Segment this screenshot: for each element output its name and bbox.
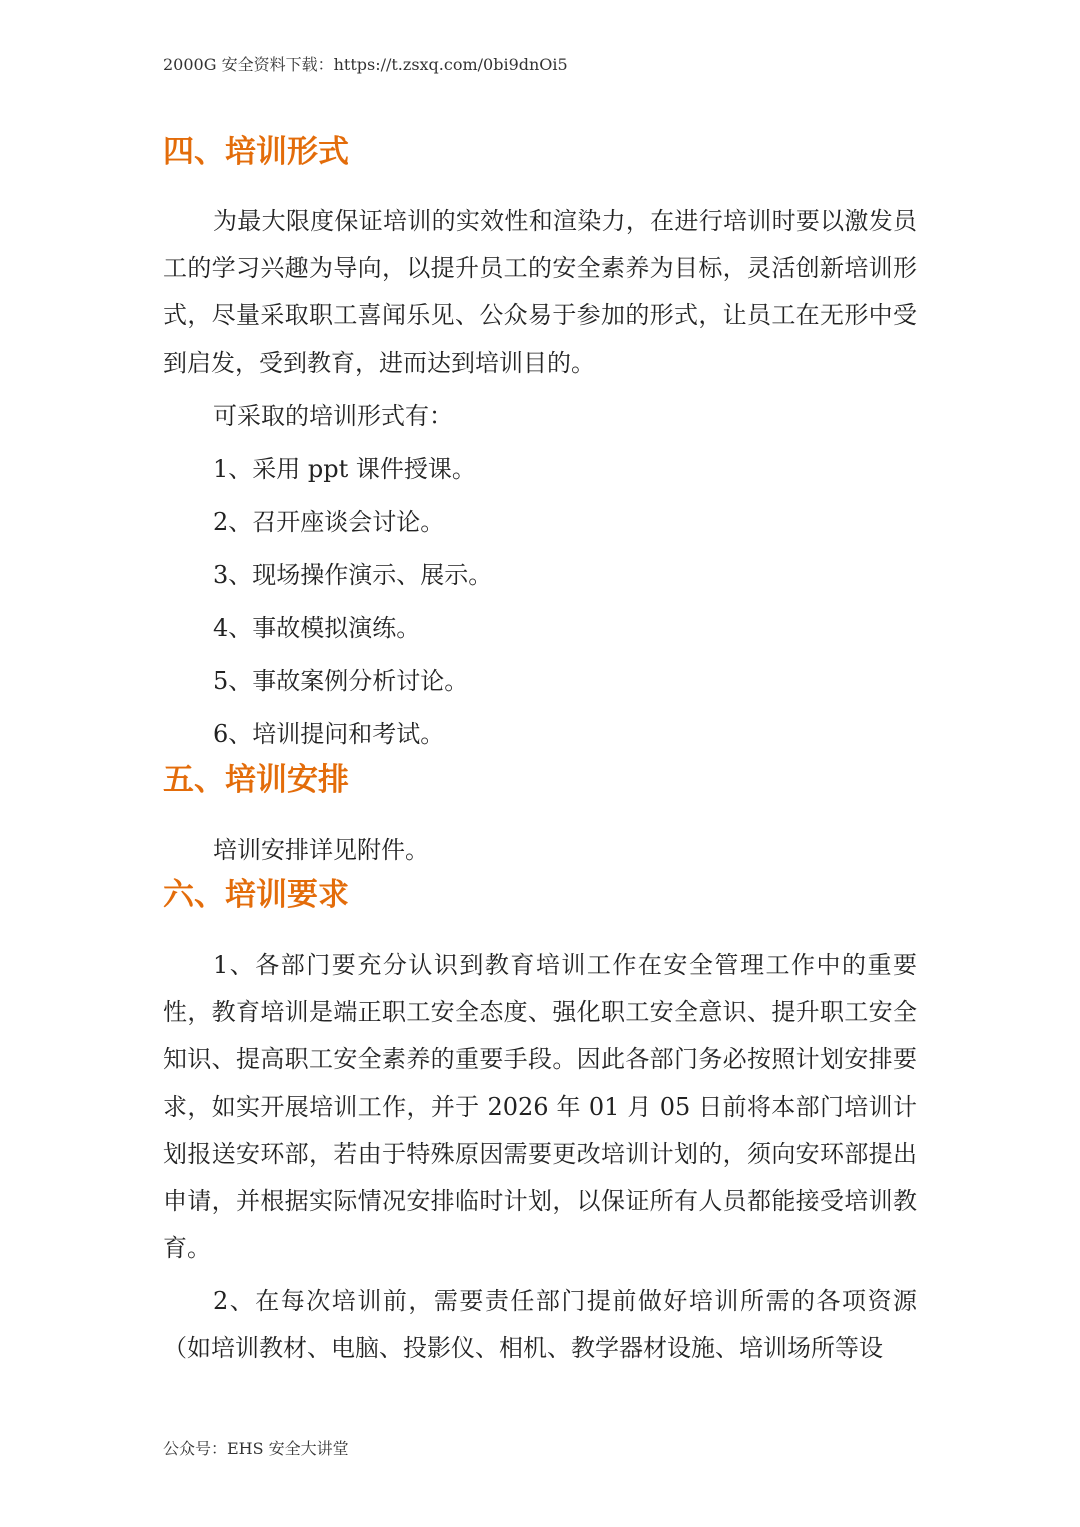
training-forms-intro-paragraph: 为最大限度保证培训的实效性和渲染力，在进行培训时要以激发员工的学习兴趣为导向，以提升员工的安全素养为目标，灵活创新培训形式，尽量采取职工喜闻乐见、公众易于参加的形式，让员工在无形中受到启发，受到教育，进而达到培训目的。 (163, 207, 917, 377)
training-requirement-2: 2、在每次培训前，需要责任部门提前做好培训所需的各项资源（如培训教材、电脑、投影仪、相机、教学器材设施、培训场所等设 (163, 1287, 917, 1363)
training-form-item: 4、事故模拟演练。 (213, 614, 421, 642)
footer-account-note: 公众号：EHS 安全大讲堂 (163, 1439, 349, 1458)
section-heading-training-requirements: 六、培训要求 (163, 877, 349, 913)
training-form-item: 1、采用 ppt 课件授课。 (213, 455, 476, 483)
training-requirement-1: 1、各部门要充分认识到教育培训工作在安全管理工作中的重要性，教育培训是端正职工安全态度、强化职工安全意识、提升职工安全知识、提高职工安全素养的重要手段。因此各部门务必按照计划安排要求，如实开展培训工作，并于 2026 年 01 月 05 日前将本部门培训计划报送安环部，若由于特殊原因需要更改培训计划的，须向安环部提出申请，并根据实际情况安排临时计划，以保证所有人员都能接受培训教育。 (163, 951, 917, 1263)
section-heading-training-arrangement: 五、培训安排 (163, 762, 349, 798)
section-heading-training-forms: 四、培训形式 (163, 134, 349, 170)
training-forms-list-intro: 可采取的培训形式有： (213, 402, 453, 430)
download-note: 2000G 安全资料下载：https://t.zsxq.com/0bi9dnOi5 (163, 55, 568, 74)
training-form-item: 5、事故案例分析讨论。 (213, 667, 469, 695)
training-form-item: 2、召开座谈会讨论。 (213, 508, 445, 536)
training-arrangement-text: 培训安排详见附件。 (213, 836, 429, 864)
training-form-item: 6、培训提问和考试。 (213, 720, 445, 748)
training-form-item: 3、现场操作演示、展示。 (213, 561, 493, 589)
